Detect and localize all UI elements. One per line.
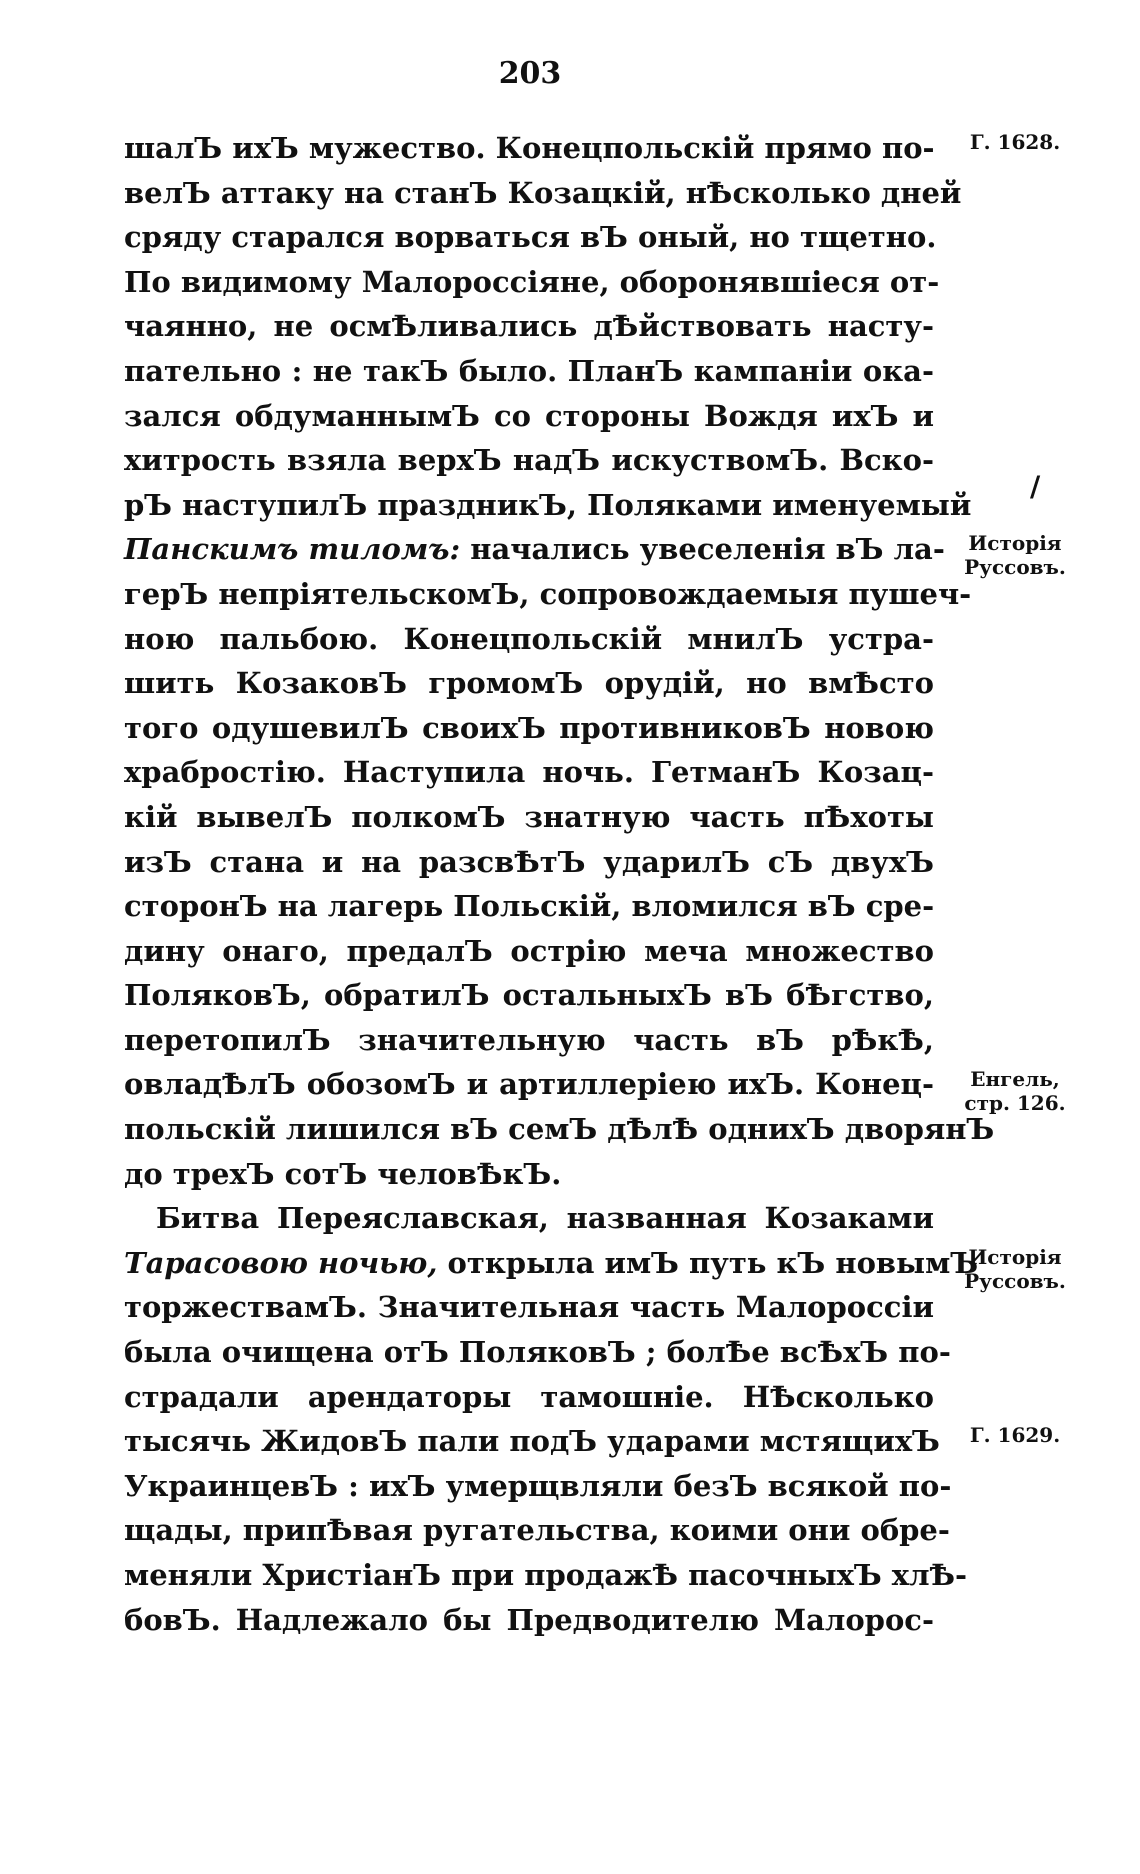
text-segment: бовЪ. Надлежало бы Предводителю Малорос- — [124, 1602, 934, 1637]
text-line — [124, 1152, 934, 1197]
margin-note-line: Енгель, — [970, 1066, 1060, 1091]
margin-note-line: стр. 126. — [964, 1090, 1066, 1115]
margin-year-1628 — [950, 130, 1080, 154]
text-segment: дину онаго, предалЪ острію меча множество — [124, 933, 934, 968]
text-segment: хитрость взяла верхЪ надЪ искуствомЪ. Вско- — [124, 443, 934, 478]
text-line — [124, 929, 934, 974]
text-segment: меняли ХристіанЪ при продажѢ пасочныхЪ хлѢ- — [124, 1558, 968, 1592]
text-segment: зался обдуманнымЪ со стороны Вождя ихЪ и — [124, 398, 934, 433]
text-line — [124, 1062, 934, 1107]
text-segment: торжествамЪ. Значительная часть Малороссіи — [124, 1290, 934, 1325]
text-segment: Битва Переяславская, названная Козаками — [156, 1201, 934, 1236]
margin-istoriya-russov-1 — [950, 531, 1080, 579]
text-segment: овладѢлЪ обозомЪ и артиллеріею ихЪ. Конец- — [124, 1067, 934, 1102]
text-segment: ПоляковЪ, обратилЪ остальныхЪ вЪ бѢгство, — [124, 978, 934, 1013]
text-line — [124, 1598, 934, 1643]
text-segment: до трехЪ сотЪ человѢкЪ. — [124, 1156, 562, 1191]
text-line — [124, 617, 934, 662]
margin-istoriya-russov-2 — [950, 1245, 1080, 1293]
text-segment: ною пальбою. Конецпольскій мнилЪ устра- — [124, 621, 934, 656]
text-segment: польскій лишился вЪ семЪ дѢлѢ однихЪ дворянЪ — [124, 1112, 995, 1147]
text-segment: сторонЪ на лагерь Польскій, вломился вЪ сре- — [124, 889, 935, 924]
text-segment: велЪ аттаку на станЪ Козацкій, нѢсколько дней — [124, 175, 962, 210]
text-segment: шалЪ ихЪ мужество. Конецпольскій прямо по- — [124, 131, 935, 165]
margin-engel-ref — [950, 1067, 1080, 1115]
main-text — [124, 126, 995, 1642]
margin-year-1629 — [950, 1423, 1080, 1447]
text-line — [124, 171, 962, 216]
text-line — [124, 1107, 995, 1152]
text-line — [124, 483, 972, 528]
text-segment: пательно : не такЪ было. ПланЪ кампаніи ока- — [124, 353, 934, 388]
text-line — [124, 126, 934, 171]
text-line — [124, 215, 937, 260]
text-line — [124, 795, 934, 840]
text-line — [124, 1464, 952, 1509]
text-segment: рЪ наступилЪ праздникЪ, Поляками именуемый — [124, 487, 972, 522]
text-line — [124, 304, 934, 349]
text-segment: того одушевилЪ своихЪ противниковЪ новою — [124, 710, 934, 745]
text-segment: начались увеселенія вЪ ла- — [460, 532, 945, 567]
text-line — [124, 260, 940, 305]
margin-note-line: Исторія — [968, 1245, 1062, 1269]
text-segment: щады, припѢвая ругательства, коими они обре- — [124, 1513, 950, 1548]
text-segment: шить КозаковЪ громомЪ орудій, но вмѢсто — [124, 666, 934, 701]
text-segment: сряду старался ворваться вЪ оный, но тщетно. — [124, 220, 937, 255]
text-line — [124, 1018, 934, 1063]
text-segment: По видимому Малороссіяне, оборонявшіеся от- — [124, 264, 940, 299]
text-line — [124, 394, 934, 439]
margin-note-line: Исторія — [968, 531, 1062, 556]
text-line — [124, 884, 934, 929]
text-line — [124, 1553, 968, 1598]
text-line — [124, 1241, 979, 1286]
text-line — [124, 1508, 950, 1553]
text-segment: перетопилЪ значительную часть вЪ рѢкѢ, — [124, 1022, 934, 1057]
text-line — [124, 973, 934, 1018]
text-segment: открыла имЪ путь кЪ новымЪ — [437, 1245, 979, 1280]
text-line — [124, 706, 934, 751]
text-segment: кій вывелЪ полкомЪ знатную часть пѢхоты — [124, 799, 934, 834]
text-line — [124, 1285, 934, 1330]
text-line — [124, 750, 934, 795]
text-segment: герЪ непріятельскомЪ, сопровождаемыя пушеч- — [124, 576, 972, 611]
text-line — [124, 1419, 940, 1464]
text-segment: УкраинцевЪ : ихЪ умерщвляли безЪ всякой по- — [124, 1468, 952, 1503]
text-line — [124, 438, 934, 483]
italic-phrase: Панскимъ тиломъ: — [124, 532, 461, 567]
text-segment: была очищена отЪ ПоляковЪ ; болѢе всѢхЪ по- — [124, 1335, 951, 1370]
text-line — [124, 572, 972, 617]
text-line — [124, 840, 934, 885]
text-segment: изЪ стана и на разсвѢтЪ ударилЪ сЪ двухЪ — [124, 844, 934, 879]
text-line — [124, 349, 934, 394]
margin-note-line: Руссовъ. — [964, 1269, 1066, 1293]
text-segment: храбростію. Наступила ночь. ГетманЪ Козац- — [124, 755, 934, 790]
text-line — [124, 1196, 934, 1241]
text-line — [124, 1375, 934, 1420]
text-line — [124, 661, 934, 706]
text-segment: страдали арендаторы тамошніе. НѢсколько — [124, 1379, 934, 1414]
italic-phrase: Тарасовою ночью, — [124, 1245, 438, 1280]
text-segment: чаянно, не осмѢливались дѢйствовать насту- — [124, 309, 934, 344]
text-segment: тысячь ЖидовЪ пали подЪ ударами мстящихЪ — [124, 1424, 940, 1459]
page-number: 203 — [498, 56, 562, 91]
text-line — [124, 1330, 951, 1375]
margin-note-line: Г. 1629. — [969, 1423, 1061, 1448]
margin-note-line: Г. 1628. — [969, 130, 1061, 154]
margin-note-line: Руссовъ. — [964, 555, 1066, 580]
text-line — [124, 527, 945, 572]
pencil-slash-mark: / — [1030, 470, 1041, 503]
